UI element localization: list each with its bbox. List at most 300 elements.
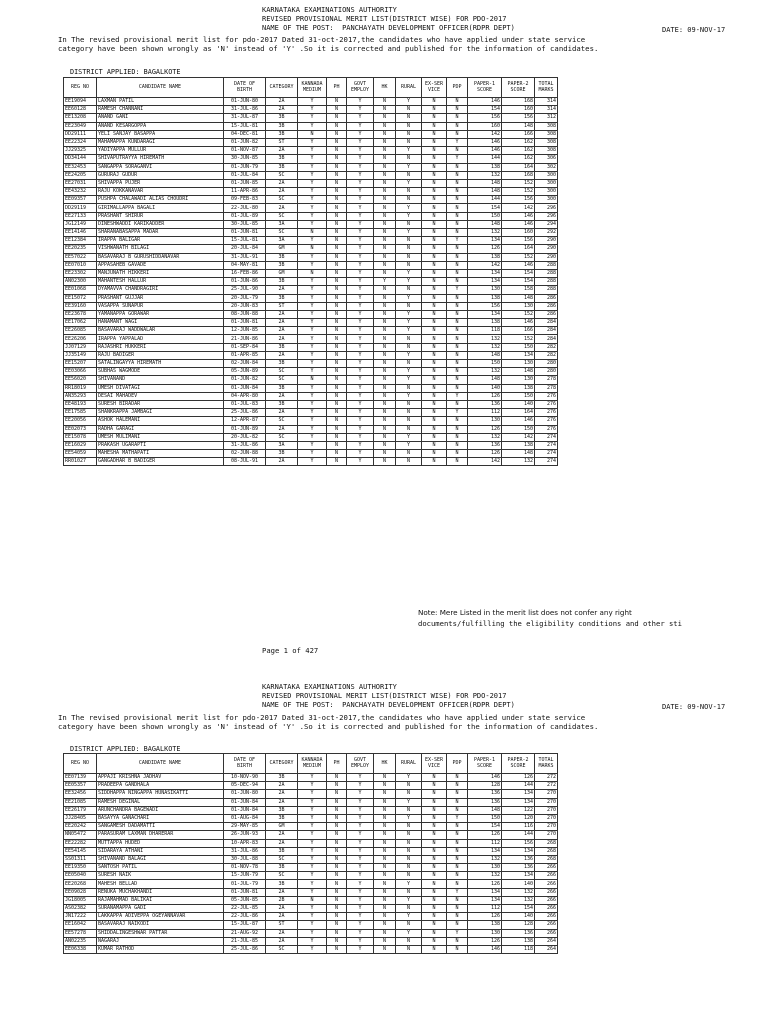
cell-kannada-medium: Y xyxy=(298,905,327,913)
cell-hk: N xyxy=(374,368,396,376)
cell-hk: N xyxy=(374,286,396,294)
cell-kannada-medium: Y xyxy=(298,458,327,466)
cell-ex-service: N xyxy=(422,905,447,913)
table-header-row xyxy=(64,754,558,774)
cell-govt-employ: Y xyxy=(347,171,374,179)
cell-ph: N xyxy=(327,212,347,220)
cell-ex-service: N xyxy=(422,814,447,822)
cell-ex-service: N xyxy=(422,921,447,929)
column-header-reg-no: REG NO xyxy=(64,754,97,774)
cell-paper2-score: 154 xyxy=(502,905,535,913)
cell-category: 3B xyxy=(266,278,298,286)
cell-govt-employ: Y xyxy=(347,261,374,269)
cell-paper1-score: 142 xyxy=(468,261,502,269)
cell-total-marks: 268 xyxy=(535,847,558,855)
table-row xyxy=(64,847,558,855)
cell-total-marks: 270 xyxy=(535,814,558,822)
cell-reg-no: EE23302 xyxy=(64,269,97,277)
cell-ex-service: N xyxy=(422,163,447,171)
cell-pdp: N xyxy=(447,441,468,449)
merit-list-table xyxy=(63,77,558,466)
cell-govt-employ: Y xyxy=(347,814,374,822)
cell-rural: Y xyxy=(396,163,422,171)
column-header-rural: RURAL xyxy=(396,78,422,98)
cell-reg-no: EE54059 xyxy=(64,450,97,458)
cell-ph: N xyxy=(327,130,347,138)
cell-reg-no: EE19350 xyxy=(64,864,97,872)
cell-ex-service: N xyxy=(422,847,447,855)
cell-category: GM xyxy=(266,269,298,277)
table-row xyxy=(64,335,558,343)
cell-kannada-medium: Y xyxy=(298,450,327,458)
cell-reg-no: EE12384 xyxy=(64,237,97,245)
cell-kannada-medium: Y xyxy=(298,335,327,343)
cell-paper1-score: 156 xyxy=(468,302,502,310)
cell-kannada-medium: Y xyxy=(298,171,327,179)
cell-pdp: N xyxy=(447,229,468,237)
cell-govt-employ: Y xyxy=(347,155,374,163)
cell-kannada-medium: N xyxy=(298,896,327,904)
cell-total-marks: 272 xyxy=(535,782,558,790)
cell-reg-no: EE27031 xyxy=(64,179,97,187)
cell-rural: Y xyxy=(396,880,422,888)
cell-kannada-medium: Y xyxy=(298,278,327,286)
cell-paper2-score: 148 xyxy=(502,122,535,130)
cell-candidate-name: SANTOSH PATIL xyxy=(97,864,224,872)
cell-total-marks: 268 xyxy=(535,839,558,847)
cell-paper2-score: 136 xyxy=(502,929,535,937)
cell-candidate-name: DINESHWADDI KARIKADDER xyxy=(97,220,224,228)
cell-category: 2A xyxy=(266,286,298,294)
cell-pdp: N xyxy=(447,294,468,302)
cell-paper2-score: 148 xyxy=(502,450,535,458)
cell-pdp: N xyxy=(447,823,468,831)
cell-kannada-medium: Y xyxy=(298,237,327,245)
cell-date-of-birth: 09-FEB-83 xyxy=(224,196,266,204)
cell-hk: N xyxy=(374,171,396,179)
table-row xyxy=(64,872,558,880)
cell-category: 3B xyxy=(266,163,298,171)
cell-hk: N xyxy=(374,335,396,343)
cell-ex-service: N xyxy=(422,130,447,138)
cell-paper1-score: 156 xyxy=(468,114,502,122)
cell-pdp: N xyxy=(447,360,468,368)
cell-total-marks: 312 xyxy=(535,114,558,122)
cell-ex-service: N xyxy=(422,913,447,921)
cell-paper2-score: 162 xyxy=(502,155,535,163)
cell-kannada-medium: Y xyxy=(298,425,327,433)
cell-paper2-score: 116 xyxy=(502,823,535,831)
cell-candidate-name: BASAVARAJ B GURUSHIDDANAVAR xyxy=(97,253,224,261)
cell-total-marks: 296 xyxy=(535,212,558,220)
cell-paper1-score: 126 xyxy=(468,245,502,253)
column-header-ex-service: EX-SER VICE xyxy=(422,78,447,98)
cell-paper1-score: 146 xyxy=(468,138,502,146)
cell-ph: N xyxy=(327,368,347,376)
table-row xyxy=(64,319,558,327)
cell-reg-no: EE15072 xyxy=(64,294,97,302)
cell-candidate-name: SATALINGAYYA HIREMATH xyxy=(97,360,224,368)
cell-pdp: Y xyxy=(447,392,468,400)
cell-rural: Y xyxy=(396,294,422,302)
cell-ex-service: N xyxy=(422,278,447,286)
cell-ph: N xyxy=(327,945,347,953)
cell-paper2-score: 146 xyxy=(502,220,535,228)
cell-date-of-birth: 01-JUN-81 xyxy=(224,229,266,237)
cell-hk: N xyxy=(374,400,396,408)
cell-paper2-score: 134 xyxy=(502,351,535,359)
cell-paper1-score: 126 xyxy=(468,392,502,400)
cell-ex-service: N xyxy=(422,855,447,863)
cell-candidate-name: DESAI MAHADEV xyxy=(97,392,224,400)
cell-ph: N xyxy=(327,269,347,277)
cell-ex-service: N xyxy=(422,253,447,261)
cell-hk: N xyxy=(374,945,396,953)
merit-list-table xyxy=(63,753,558,954)
cell-pdp: N xyxy=(447,335,468,343)
cell-hk: N xyxy=(374,782,396,790)
cell-paper2-score: 164 xyxy=(502,245,535,253)
cell-paper2-score: 146 xyxy=(502,212,535,220)
cell-date-of-birth: 01-JUN-82 xyxy=(224,376,266,384)
cell-ph: N xyxy=(327,888,347,896)
cell-paper1-score: 134 xyxy=(468,310,502,318)
column-header-total-marks: TOTAL MARKS xyxy=(535,754,558,774)
cell-date-of-birth: 01-JUN-80 xyxy=(224,790,266,798)
column-header-govt-employ: GOVT EMPLOY xyxy=(347,754,374,774)
cell-paper2-score: 136 xyxy=(502,864,535,872)
cell-ph: N xyxy=(327,106,347,114)
table-row xyxy=(64,171,558,179)
cell-kannada-medium: Y xyxy=(298,261,327,269)
cell-total-marks: 274 xyxy=(535,441,558,449)
cell-total-marks: 274 xyxy=(535,458,558,466)
cell-govt-employ: Y xyxy=(347,855,374,863)
cell-candidate-name: SIDARAYA ATHANI xyxy=(97,847,224,855)
cell-paper1-score: 154 xyxy=(468,106,502,114)
cell-paper2-score: 140 xyxy=(502,400,535,408)
cell-date-of-birth: 16-FEB-86 xyxy=(224,269,266,277)
cell-paper1-score: 130 xyxy=(468,286,502,294)
cell-rural: N xyxy=(396,155,422,163)
cell-rural: Y xyxy=(396,351,422,359)
cell-rural: N xyxy=(396,220,422,228)
cell-pdp: N xyxy=(447,417,468,425)
cell-ph: N xyxy=(327,155,347,163)
cell-govt-employ: Y xyxy=(347,122,374,130)
cell-reg-no: EE22282 xyxy=(64,839,97,847)
cell-kannada-medium: Y xyxy=(298,253,327,261)
cell-pdp: N xyxy=(447,343,468,351)
cell-date-of-birth: 20-JUN-83 xyxy=(224,302,266,310)
cell-kannada-medium: Y xyxy=(298,384,327,392)
cell-ex-service: N xyxy=(422,441,447,449)
cell-candidate-name: SIDDHAPPA NINGAPPA HUNASIKATTI xyxy=(97,790,224,798)
cell-ph: N xyxy=(327,351,347,359)
cell-kannada-medium: Y xyxy=(298,839,327,847)
cell-ex-service: N xyxy=(422,286,447,294)
cell-pdp: N xyxy=(447,450,468,458)
cell-category: 3B xyxy=(266,864,298,872)
cell-ph: N xyxy=(327,929,347,937)
cell-reg-no: EE17585 xyxy=(64,409,97,417)
cell-reg-no: SS01311 xyxy=(64,855,97,863)
cell-category: 2A xyxy=(266,790,298,798)
cell-hk: N xyxy=(374,441,396,449)
cell-ex-service: N xyxy=(422,409,447,417)
intro-line-1: In The revised provisional merit list for pdo-2017 Dated 31-oct-2017,the candidates who have applied under state service xyxy=(58,713,586,722)
cell-hk: N xyxy=(374,310,396,318)
cell-category: GM xyxy=(266,245,298,253)
cell-paper2-score: 156 xyxy=(502,114,535,122)
cell-ex-service: N xyxy=(422,319,447,327)
cell-govt-employ: Y xyxy=(347,782,374,790)
cell-date-of-birth: 08-JUN-88 xyxy=(224,310,266,318)
cell-ex-service: N xyxy=(422,425,447,433)
cell-kannada-medium: Y xyxy=(298,163,327,171)
cell-candidate-name: YADIYAPPA MULLUR xyxy=(97,147,224,155)
cell-ph: N xyxy=(327,450,347,458)
cell-candidate-name: SHANKRAPPA JAMBAGI xyxy=(97,409,224,417)
cell-kannada-medium: Y xyxy=(298,814,327,822)
cell-pdp: Y xyxy=(447,138,468,146)
column-header-ph: PH xyxy=(327,754,347,774)
cell-ph: N xyxy=(327,831,347,839)
cell-paper2-score: 162 xyxy=(502,138,535,146)
cell-paper2-score: 130 xyxy=(502,302,535,310)
cell-rural: N xyxy=(396,302,422,310)
cell-govt-employ: Y xyxy=(347,319,374,327)
cell-rural: N xyxy=(396,823,422,831)
cell-paper1-score: 140 xyxy=(468,384,502,392)
cell-ph: N xyxy=(327,400,347,408)
cell-ex-service: N xyxy=(422,450,447,458)
cell-hk: N xyxy=(374,269,396,277)
cell-rural: Y xyxy=(396,179,422,187)
cell-total-marks: 308 xyxy=(535,130,558,138)
table-row xyxy=(64,425,558,433)
cell-rural: N xyxy=(396,872,422,880)
cell-govt-employ: Y xyxy=(347,179,374,187)
cell-kannada-medium: Y xyxy=(298,441,327,449)
column-header-reg-no: REG NO xyxy=(64,78,97,98)
cell-candidate-name: RAJASHRI HUKKERI xyxy=(97,343,224,351)
cell-date-of-birth: 01-JUN-89 xyxy=(224,425,266,433)
cell-date-of-birth: 01-JUN-84 xyxy=(224,798,266,806)
cell-rural: N xyxy=(396,409,422,417)
cell-pdp: N xyxy=(447,905,468,913)
post-name: NAME OF THE POST: PANCHAYATH DEVELOPMENT OFFICER(RDPR DEPT) xyxy=(262,24,515,32)
cell-govt-employ: Y xyxy=(347,163,374,171)
cell-total-marks: 266 xyxy=(535,888,558,896)
cell-ex-service: N xyxy=(422,945,447,953)
cell-paper1-score: 136 xyxy=(468,400,502,408)
cell-candidate-name: PRASHANT SHIRUR xyxy=(97,212,224,220)
cell-paper1-score: 126 xyxy=(468,913,502,921)
cell-reg-no: EE32453 xyxy=(64,163,97,171)
cell-pdp: N xyxy=(447,896,468,904)
cell-reg-no: EE57278 xyxy=(64,929,97,937)
cell-candidate-name: SURANAMAPPA GADI xyxy=(97,905,224,913)
cell-paper2-score: 148 xyxy=(502,368,535,376)
cell-ex-service: N xyxy=(422,269,447,277)
cell-paper2-score: 154 xyxy=(502,278,535,286)
cell-kannada-medium: Y xyxy=(298,782,327,790)
cell-rural: Y xyxy=(396,798,422,806)
cell-reg-no: AN35293 xyxy=(64,392,97,400)
cell-ph: N xyxy=(327,839,347,847)
cell-pdp: N xyxy=(447,130,468,138)
cell-reg-no: EE57022 xyxy=(64,253,97,261)
cell-paper1-score: 134 xyxy=(468,888,502,896)
cell-hk: N xyxy=(374,343,396,351)
cell-paper2-score: 146 xyxy=(502,417,535,425)
cell-ph: N xyxy=(327,880,347,888)
cell-rural: N xyxy=(396,122,422,130)
cell-kannada-medium: Y xyxy=(298,294,327,302)
cell-candidate-name: RAJAMAHMAD BALIKAI xyxy=(97,896,224,904)
cell-pdp: N xyxy=(447,921,468,929)
cell-paper1-score: 126 xyxy=(468,937,502,945)
table-row xyxy=(64,245,558,253)
cell-candidate-name: MANJUNATH HIKKERI xyxy=(97,269,224,277)
cell-paper2-score: 140 xyxy=(502,913,535,921)
cell-paper2-score: 146 xyxy=(502,261,535,269)
cell-rural: N xyxy=(396,138,422,146)
cell-date-of-birth: 15-JUL-81 xyxy=(224,122,266,130)
cell-paper1-score: 148 xyxy=(468,188,502,196)
list-title: REVISED PROVISIONAL MERIT LIST(DISTRICT WISE) FOR PDO-2017 xyxy=(262,15,507,23)
table-row xyxy=(64,814,558,822)
cell-total-marks: 266 xyxy=(535,896,558,904)
cell-reg-no: EE01068 xyxy=(64,286,97,294)
cell-paper1-score: 148 xyxy=(468,806,502,814)
cell-kannada-medium: Y xyxy=(298,888,327,896)
cell-pdp: N xyxy=(447,278,468,286)
cell-pdp: N xyxy=(447,831,468,839)
cell-govt-employ: Y xyxy=(347,376,374,384)
cell-reg-no: EE20268 xyxy=(64,880,97,888)
table-row xyxy=(64,905,558,913)
cell-ph: N xyxy=(327,360,347,368)
cell-category: 3B xyxy=(266,774,298,782)
cell-paper2-score: 164 xyxy=(502,409,535,417)
cell-reg-no: EE32456 xyxy=(64,790,97,798)
cell-hk: N xyxy=(374,163,396,171)
cell-ph: N xyxy=(327,294,347,302)
cell-total-marks: 276 xyxy=(535,417,558,425)
cell-ex-service: N xyxy=(422,171,447,179)
cell-kannada-medium: Y xyxy=(298,937,327,945)
cell-pdp: N xyxy=(447,774,468,782)
cell-category: 3B xyxy=(266,384,298,392)
cell-paper1-score: 146 xyxy=(468,98,502,106)
cell-kannada-medium: Y xyxy=(298,855,327,863)
cell-ph: N xyxy=(327,864,347,872)
cell-govt-employ: Y xyxy=(347,921,374,929)
cell-kannada-medium: Y xyxy=(298,417,327,425)
cell-hk: N xyxy=(374,376,396,384)
cell-hk: N xyxy=(374,409,396,417)
cell-reg-no: AN02300 xyxy=(64,278,97,286)
cell-hk: N xyxy=(374,261,396,269)
cell-reg-no: EE07139 xyxy=(64,774,97,782)
cell-rural: Y xyxy=(396,278,422,286)
cell-candidate-name: PRASHANT GUJJAR xyxy=(97,294,224,302)
table-row xyxy=(64,114,558,122)
cell-govt-employ: Y xyxy=(347,774,374,782)
cell-ex-service: N xyxy=(422,774,447,782)
cell-candidate-name: PUSHPA CHALAWADI ALIAS CHOUDRI xyxy=(97,196,224,204)
cell-hk: N xyxy=(374,798,396,806)
cell-pdp: N xyxy=(447,106,468,114)
cell-hk: N xyxy=(374,122,396,130)
cell-rural: N xyxy=(396,188,422,196)
table-row xyxy=(64,409,558,417)
table-row xyxy=(64,327,558,335)
cell-paper2-score: 134 xyxy=(502,847,535,855)
authority-title: KARNATAKA EXAMINATIONS AUTHORITY xyxy=(262,6,397,14)
cell-rural: N xyxy=(396,458,422,466)
cell-govt-employ: Y xyxy=(347,929,374,937)
cell-date-of-birth: 25-JUL-86 xyxy=(224,945,266,953)
cell-candidate-name: IRAPPA BALIGAR xyxy=(97,237,224,245)
cell-pdp: N xyxy=(447,782,468,790)
cell-date-of-birth: 01-JUL-84 xyxy=(224,171,266,179)
cell-ex-service: N xyxy=(422,888,447,896)
cell-kannada-medium: N xyxy=(298,269,327,277)
cell-hk: N xyxy=(374,855,396,863)
cell-reg-no: EE13208 xyxy=(64,114,97,122)
cell-candidate-name: KUMAR RATHOD xyxy=(97,945,224,953)
cell-reg-no: EE26179 xyxy=(64,806,97,814)
cell-hk: N xyxy=(374,937,396,945)
cell-hk: N xyxy=(374,155,396,163)
cell-paper1-score: 130 xyxy=(468,417,502,425)
cell-kannada-medium: Y xyxy=(298,220,327,228)
cell-candidate-name: BASAVARAJ WADDWALAR xyxy=(97,327,224,335)
cell-total-marks: 264 xyxy=(535,945,558,953)
cell-candidate-name: RAJU BADIGER xyxy=(97,351,224,359)
column-header-hk: HK xyxy=(374,78,396,98)
cell-reg-no: EE39160 xyxy=(64,302,97,310)
cell-kannada-medium: Y xyxy=(298,864,327,872)
cell-paper2-score: 168 xyxy=(502,98,535,106)
cell-ex-service: N xyxy=(422,179,447,187)
cell-kannada-medium: Y xyxy=(298,945,327,953)
cell-ph: N xyxy=(327,913,347,921)
cell-rural: Y xyxy=(396,269,422,277)
table-row xyxy=(64,188,558,196)
table-row xyxy=(64,343,558,351)
cell-pdp: N xyxy=(447,376,468,384)
cell-category: SC xyxy=(266,417,298,425)
table-row xyxy=(64,417,558,425)
cell-date-of-birth: 15-JUL-87 xyxy=(224,921,266,929)
table-row xyxy=(64,806,558,814)
cell-ex-service: N xyxy=(422,839,447,847)
cell-paper1-score: 150 xyxy=(468,814,502,822)
cell-candidate-name: RENUKA MUCHAKHANDI xyxy=(97,888,224,896)
cell-rural: N xyxy=(396,106,422,114)
cell-ex-service: N xyxy=(422,872,447,880)
cell-ph: N xyxy=(327,171,347,179)
table-row xyxy=(64,458,558,466)
cell-paper1-score: 138 xyxy=(468,921,502,929)
cell-govt-employ: Y xyxy=(347,343,374,351)
cell-ph: N xyxy=(327,179,347,187)
cell-govt-employ: Y xyxy=(347,335,374,343)
